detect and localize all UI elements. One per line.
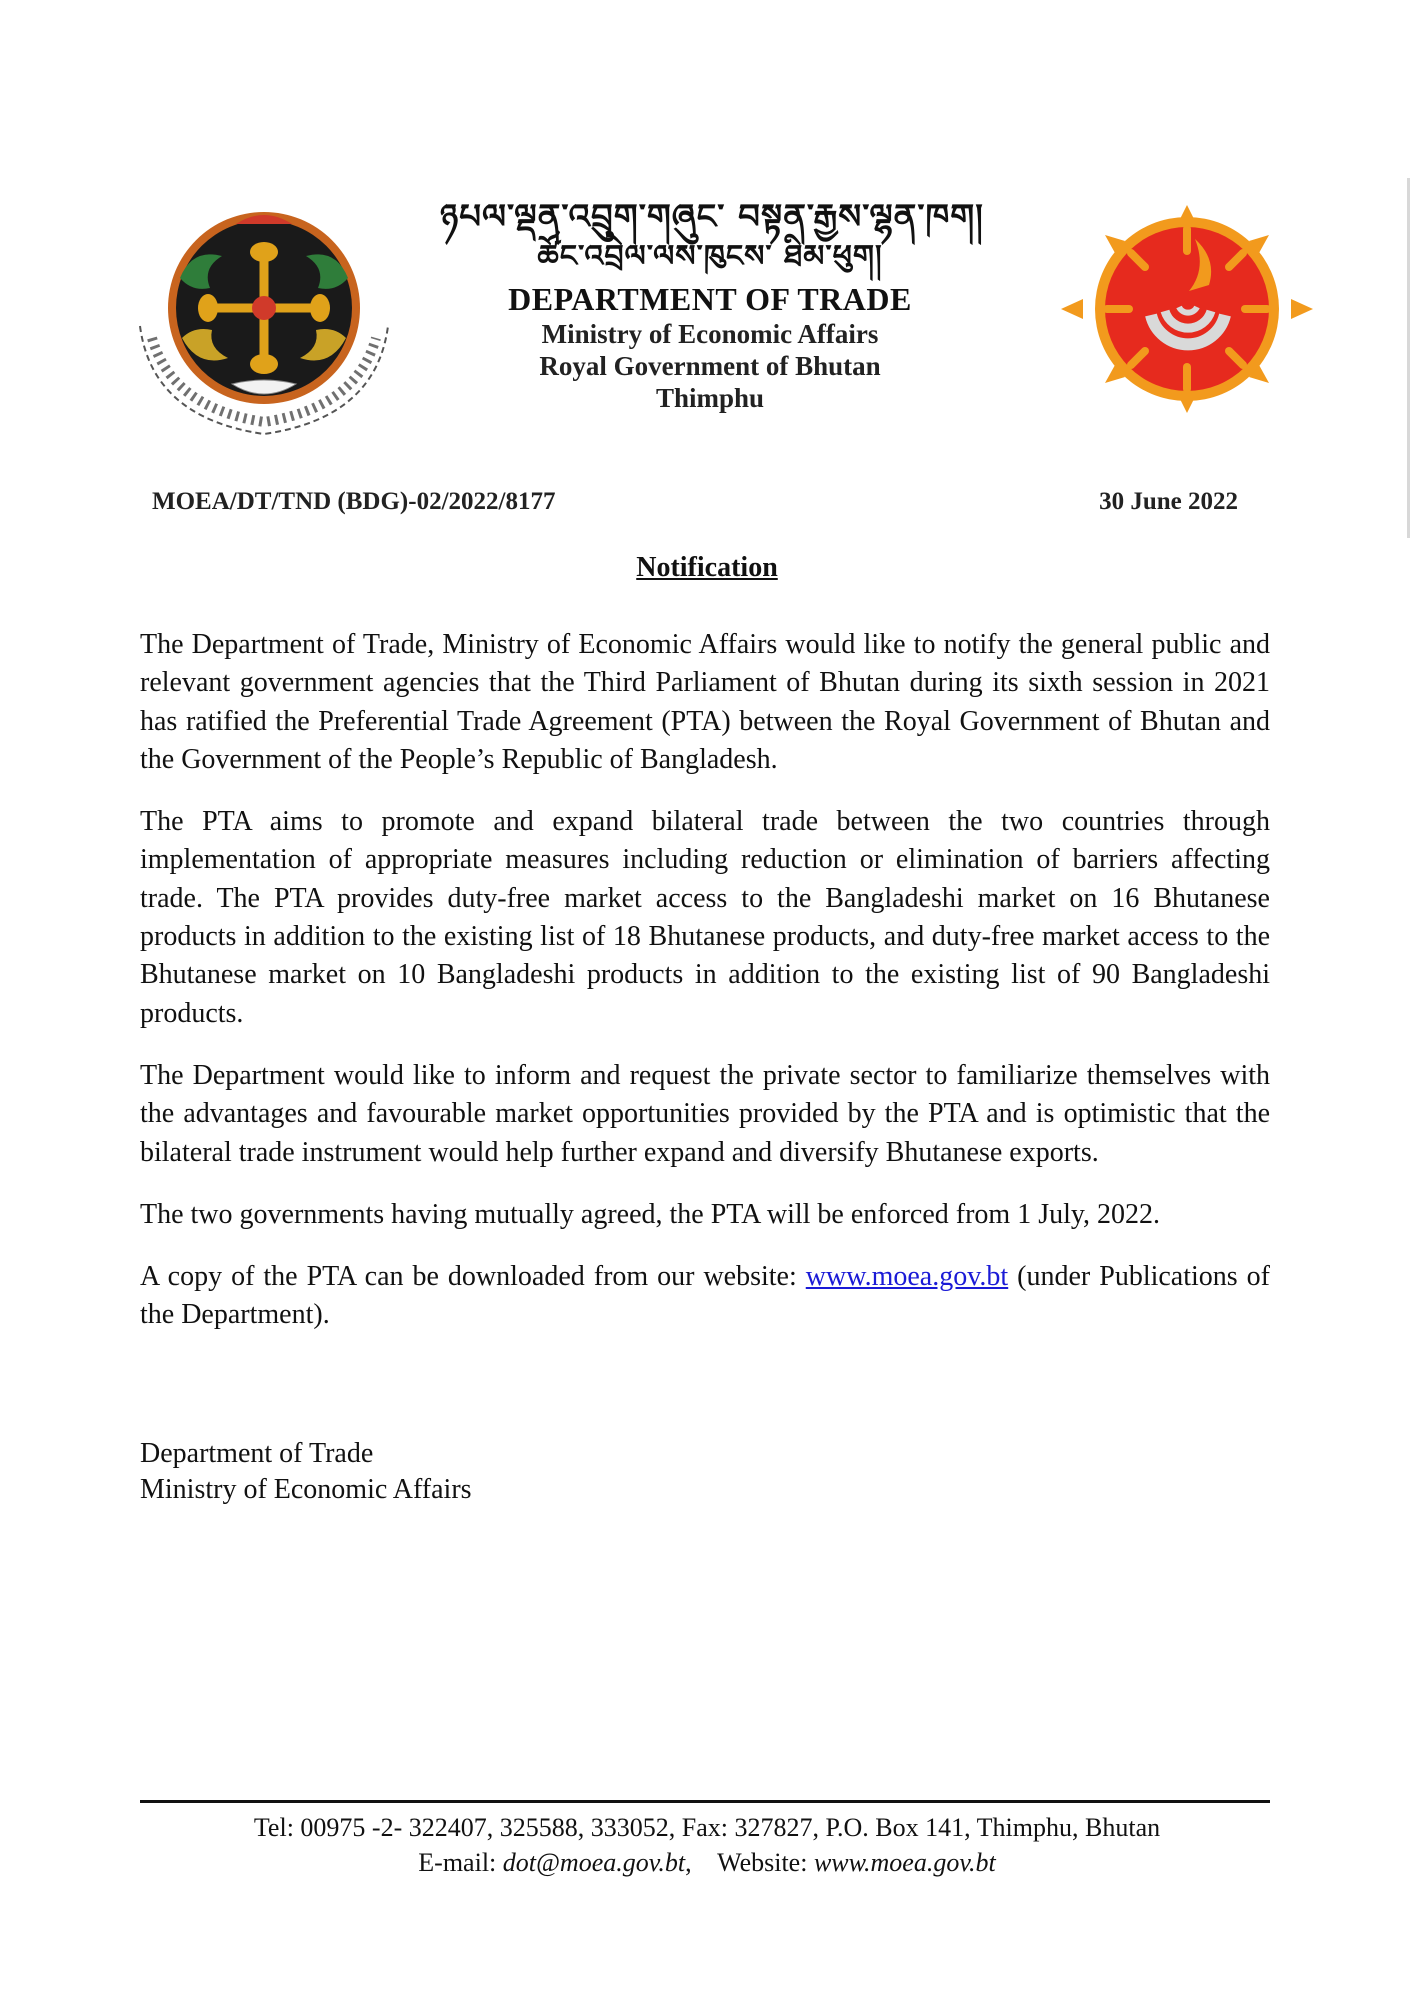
government-name: Royal Government of Bhutan <box>539 351 881 381</box>
royal-government-of-bhutan-emblem <box>132 208 396 448</box>
download-text-after: (under Publications of the Department). <box>140 1261 1270 1331</box>
footer-website: www.moea.gov.bt <box>813 1848 996 1877</box>
website-link[interactable]: www.moea.gov.bt <box>805 1261 1009 1293</box>
paragraph-4: The two governments having mutually agreed, the PTA will be enforced from 1 July, 2022. <box>140 1198 1161 1230</box>
email-label: E-mail: <box>418 1848 503 1877</box>
letterhead <box>440 196 984 414</box>
dzongkha-title-line-2: ཚོང་འབྲེལ་ལས་ཁུངས་ ཐིམ་ཕུག། <box>537 239 883 274</box>
download-text-before: A copy of the PTA can be downloaded from our website: <box>140 1261 806 1293</box>
paragraph-3: The Department would like to inform and request the private sector to familiarize themselves with the advantages and favourable market opportunities provided by the PTA and is optimistic that the bilateral trade instrument would help further expand and diversify Bhutanese exports. <box>140 1059 1270 1168</box>
footer-contact: Tel: 00975 -2- 322407, 325588, 333052, Fax: 327827, P.O. Box 141, Thimphu, Bhutan <box>253 1813 1161 1842</box>
footer <box>0 1810 1414 1880</box>
reference-number: MOEA/DT/TND (BDG)-02/2022/8177 <box>152 488 556 515</box>
signature-ministry: Ministry of Economic Affairs <box>140 1474 472 1505</box>
paragraph-download <box>140 1258 1270 1335</box>
footer-online <box>0 1845 1414 1880</box>
dzongkha-title-line-1: ཉཔལ་ལྡན་འབྲུག་གཞུང་ བསྟན་རྒྱས་ལྷན་ཁག། <box>440 197 984 237</box>
paragraph-1: The Department of Trade, Ministry of Economic Affairs would like to notify the general public and relevant government agencies that the Third Parliament of Bhutan during its sixth session in 2021 has ratified the Preferential Trade Agreement (PTA) between the Royal Government of Bhutan and the Government of the People’s Republic of Bangladesh. <box>140 629 1270 775</box>
footer-divider <box>140 1800 1270 1803</box>
ministry-name: Ministry of Economic Affairs <box>541 319 879 349</box>
department-title: DEPARTMENT OF TRADE <box>508 281 912 317</box>
website-label: , Website: <box>685 1848 814 1877</box>
ministry-of-economic-affairs-logo <box>1060 200 1314 418</box>
letter-date: 30 June 2022 <box>1099 488 1238 515</box>
signature-department: Department of Trade <box>140 1438 374 1469</box>
city-name: Thimphu <box>655 383 765 413</box>
signature-block <box>140 1436 472 1508</box>
paragraph-2: The PTA aims to promote and expand bilateral trade between the two countries through implementation of appropriate measures including reduction or elimination of barriers affecting trade. The PTA provides duty-free market access to the Bangladeshi market on 16 Bhutanese products in addition to the existing list of 18 Bhutanese products, and duty-free market access to the Bhutanese market on 10 Bangladeshi products in addition to the existing list of 90 Bangladeshi products. <box>140 806 1270 1029</box>
email-address: dot@moea.gov.bt <box>502 1848 686 1877</box>
notification-title: Notification <box>636 552 778 583</box>
edge-artifact <box>1407 178 1410 538</box>
notification-body <box>140 626 1270 1359</box>
